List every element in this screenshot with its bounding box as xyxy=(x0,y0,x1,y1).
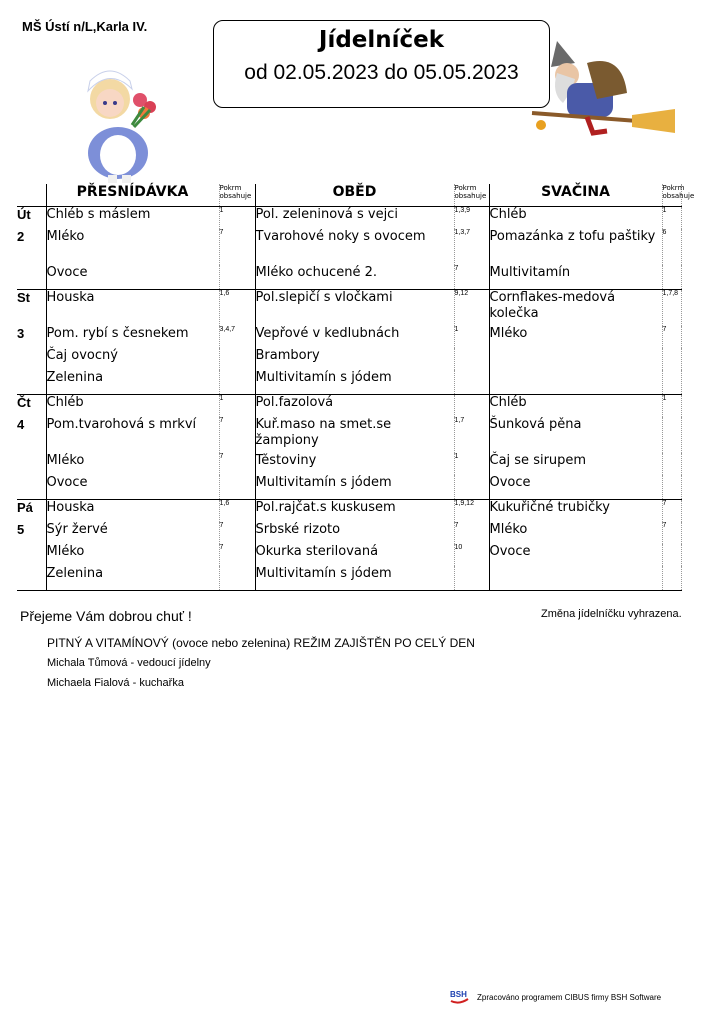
cook-name: Michaela Fialová - kuchařka xyxy=(47,677,184,689)
snack-item: Chléb xyxy=(489,395,662,418)
snack-item: Mléko xyxy=(489,326,662,348)
title-box xyxy=(213,20,550,108)
snack-item: Mléko xyxy=(489,522,662,544)
day-abbr: Čt xyxy=(17,395,31,410)
snack-item: Multivitamín xyxy=(489,265,662,290)
lunch-item: Pol.fazolová xyxy=(255,395,454,418)
allergen-code xyxy=(662,475,681,500)
witch-on-broom-image xyxy=(527,33,677,143)
day-abbr: Pá xyxy=(17,500,33,515)
day-number: 2 xyxy=(17,229,25,244)
allergen-code: 1,6 xyxy=(219,500,255,523)
drink-regime-note: PITNÝ A VITAMÍNOVÝ (ovoce nebo zelenina) REŽIM ZAJIŠTĚN PO CELÝ DEN xyxy=(47,636,475,650)
breakfast-item: Chléb s máslem xyxy=(46,207,219,230)
menu-row xyxy=(17,370,681,395)
snack-item: Kukuřičné trubičky xyxy=(489,500,662,523)
allergen-code xyxy=(662,348,681,370)
menu-row xyxy=(17,544,681,566)
lunch-item: Multivitamín s jódem xyxy=(255,566,454,591)
snack-item xyxy=(489,566,662,591)
snack-item: Šunková pěna xyxy=(489,417,662,453)
allergen-code: 7 xyxy=(219,417,255,453)
lunch-item: Mléko ochucené 2. xyxy=(255,265,454,290)
school-name: MŠ Ústí n/L,Karla IV. xyxy=(22,19,148,34)
manager-name: Michala Tůmová - vedoucí jídelny xyxy=(47,657,211,669)
header-row xyxy=(17,184,681,207)
lunch-item: Pol.slepičí s vločkami xyxy=(255,290,454,327)
snack-item: Cornflakes-medová kolečka xyxy=(489,290,662,327)
day-number: 5 xyxy=(17,522,25,537)
day-abbr: St xyxy=(17,290,30,305)
allergen-code xyxy=(219,475,255,500)
menu-row xyxy=(17,453,681,475)
snack-item: Chléb xyxy=(489,207,662,230)
lunch-item: Okurka sterilovaná xyxy=(255,544,454,566)
allergen-code: 1 xyxy=(454,326,489,348)
menu-row xyxy=(17,265,681,290)
allergen-code: 9,12 xyxy=(454,290,489,327)
lunch-item: Pol. zeleninová s vejci xyxy=(255,207,454,230)
allergen-code: 1,6 xyxy=(219,290,255,327)
allergen-code: 1 xyxy=(662,395,681,418)
bsh-logo-icon xyxy=(449,988,469,1006)
allergen-code xyxy=(454,566,489,591)
menu-row xyxy=(17,229,681,265)
day-header xyxy=(17,184,46,207)
breakfast-item: Ovoce xyxy=(46,475,219,500)
allergen-code xyxy=(662,453,681,475)
girl-with-flowers-image xyxy=(70,55,170,185)
menu-row xyxy=(17,290,681,327)
software-credit xyxy=(449,988,661,1006)
menu-table xyxy=(17,184,695,591)
allergen-code: 3,4,7 xyxy=(219,326,255,348)
page-title: Jídelníček xyxy=(318,27,445,53)
allergen-code: 1,7 xyxy=(454,417,489,453)
lunch-item: Brambory xyxy=(255,348,454,370)
allergen-code: 7 xyxy=(219,229,255,265)
date-range: od 02.05.2023 do 05.05.2023 xyxy=(244,61,519,84)
menu-row xyxy=(17,566,681,591)
allergen-code: 7 xyxy=(454,265,489,290)
menu-row xyxy=(17,522,681,544)
allergen-code xyxy=(219,265,255,290)
snack-header: SVAČINA xyxy=(489,184,662,207)
allergen-header: Pokrm obsahuje xyxy=(662,184,681,207)
breakfast-item: Zelenina xyxy=(46,370,219,395)
credit-text: Zpracováno programem CIBUS firmy BSH Software xyxy=(477,992,662,1002)
lunch-item: Multivitamín s jódem xyxy=(255,475,454,500)
allergen-code xyxy=(219,370,255,395)
allergen-code xyxy=(662,370,681,395)
breakfast-item: Sýr žervé xyxy=(46,522,219,544)
bsh-logo-text: BSH xyxy=(450,990,467,999)
change-notice: Změna jídelníčku vyhrazena. xyxy=(541,608,682,620)
allergen-code: 1 xyxy=(219,395,255,418)
menu-row xyxy=(17,395,681,418)
day-abbr: Út xyxy=(17,207,31,222)
allergen-code: 7 xyxy=(219,522,255,544)
allergen-code xyxy=(219,566,255,591)
day-number: 4 xyxy=(17,417,25,432)
allergen-code: 7 xyxy=(219,544,255,566)
allergen-header: Pokrm obsahuje xyxy=(219,184,255,207)
menu-row xyxy=(17,475,681,500)
allergen-code: 6 xyxy=(662,229,681,265)
breakfast-item: Chléb xyxy=(46,395,219,418)
allergen-code xyxy=(662,566,681,591)
lunch-item: Multivitamín s jódem xyxy=(255,370,454,395)
allergen-code: 7 xyxy=(662,522,681,544)
allergen-code: 1,7,8 xyxy=(662,290,681,327)
snack-item xyxy=(489,348,662,370)
lunch-item: Kuř.maso na smet.se žampiony xyxy=(255,417,454,453)
snack-item: Ovoce xyxy=(489,475,662,500)
breakfast-item: Čaj ovocný xyxy=(46,348,219,370)
allergen-code: 1 xyxy=(219,207,255,230)
breakfast-item: Mléko xyxy=(46,229,219,265)
allergen-code: 7 xyxy=(662,326,681,348)
breakfast-item: Mléko xyxy=(46,544,219,566)
allergen-code: 1 xyxy=(454,453,489,475)
allergen-code xyxy=(662,417,681,453)
breakfast-item: Houska xyxy=(46,500,219,523)
breakfast-item: Houska xyxy=(46,290,219,327)
lunch-item: Srbské rizoto xyxy=(255,522,454,544)
snack-item: Pomazánka z tofu paštiky xyxy=(489,229,662,265)
breakfast-header: PŘESNÍDÁVKA xyxy=(46,184,219,207)
snack-item: Čaj se sirupem xyxy=(489,453,662,475)
allergen-code xyxy=(454,395,489,418)
allergen-code: 7 xyxy=(219,453,255,475)
menu-row xyxy=(17,500,681,523)
breakfast-item: Zelenina xyxy=(46,566,219,591)
breakfast-item: Ovoce xyxy=(46,265,219,290)
allergen-code xyxy=(454,348,489,370)
lunch-header: OBĚD xyxy=(255,184,454,207)
lunch-item: Tvarohové noky s ovocem xyxy=(255,229,454,265)
allergen-code xyxy=(219,348,255,370)
allergen-code: 10 xyxy=(454,544,489,566)
allergen-code: 1,9,12 xyxy=(454,500,489,523)
allergen-code: 1,3,7 xyxy=(454,229,489,265)
allergen-code: 1 xyxy=(662,207,681,230)
wish-text: Přejeme Vám dobrou chuť ! xyxy=(20,608,192,624)
snack-item xyxy=(489,370,662,395)
day-number: 3 xyxy=(17,326,25,341)
lunch-item: Pol.rajčat.s kuskusem xyxy=(255,500,454,523)
allergen-code xyxy=(662,544,681,566)
menu-row xyxy=(17,326,681,348)
allergen-code: 1,3,9 xyxy=(454,207,489,230)
allergen-header: Pokrm obsahuje xyxy=(454,184,489,207)
lunch-item: Těstoviny xyxy=(255,453,454,475)
allergen-code xyxy=(454,475,489,500)
menu-row xyxy=(17,348,681,370)
breakfast-item: Pom.tvarohová s mrkví xyxy=(46,417,219,453)
allergen-code: 7 xyxy=(662,500,681,523)
allergen-code: 7 xyxy=(454,522,489,544)
allergen-code xyxy=(662,265,681,290)
snack-item: Ovoce xyxy=(489,544,662,566)
breakfast-item: Pom. rybí s česnekem xyxy=(46,326,219,348)
breakfast-item: Mléko xyxy=(46,453,219,475)
allergen-code xyxy=(454,370,489,395)
menu-row xyxy=(17,207,681,230)
menu-row xyxy=(17,417,681,453)
lunch-item: Vepřové v kedlubnách xyxy=(255,326,454,348)
